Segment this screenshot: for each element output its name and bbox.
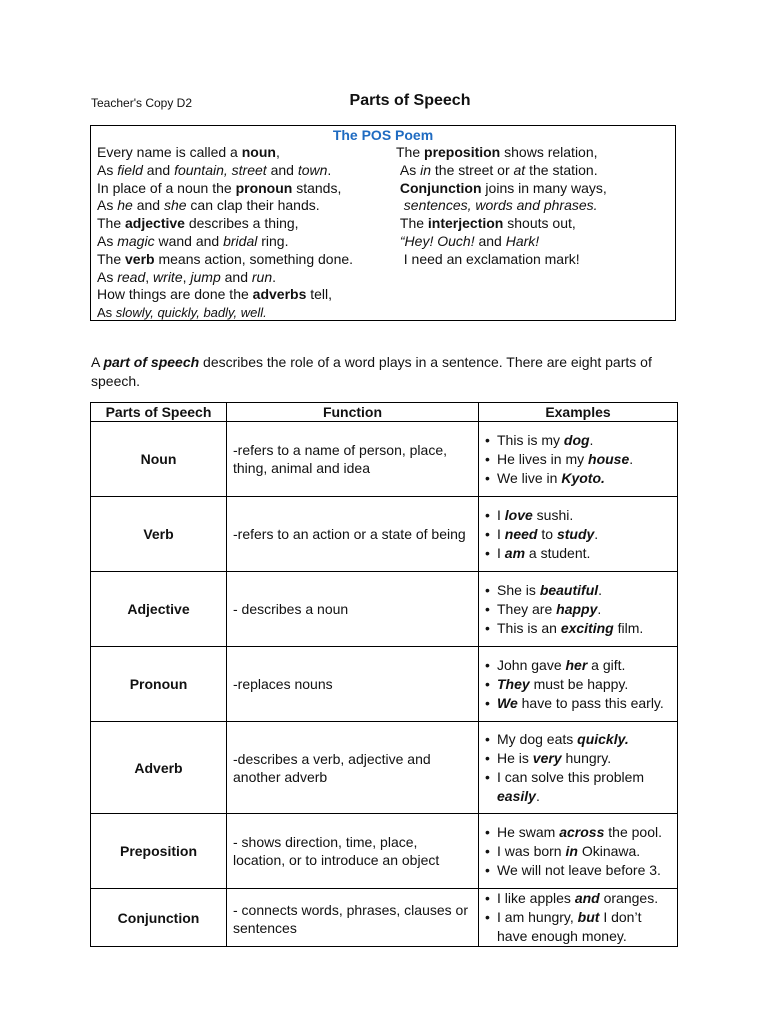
list-item: • We live in Kyoto. [485,469,671,488]
list-item: • I can solve this problem easily. [485,768,671,806]
examples-cell [479,497,678,572]
poem-title: The POS Poem [332,127,434,143]
examples-list [485,506,671,563]
list-item: • I am hungry, but I don’t have enough money. [485,908,671,946]
poem-line: The verb means action, something done. [97,250,354,267]
function-cell: -refers to an action or a state of being [227,497,479,572]
list-item: • I like apples and oranges. [485,889,671,908]
poem-line: As slowly, quickly, badly, well. [97,305,267,321]
table-row [91,814,678,889]
poem-right-column [396,144,607,269]
examples-cell [479,889,678,947]
list-item: • He is very hungry. [485,749,671,768]
function-cell: - connects words, phrases, clauses or sentences [227,889,479,947]
list-item: • He lives in my house. [485,450,671,469]
page-title: Parts of Speech [349,92,471,109]
part-name-cell: Adverb [91,722,227,814]
examples-cell [479,814,678,889]
examples-cell [479,422,678,497]
poem-left-column [97,144,353,322]
list-item: • She is beautiful. [485,581,671,600]
poem-line: The interjection shouts out, [396,215,576,232]
examples-list [485,656,671,713]
poem-line: As he and she can clap their hands. [97,197,320,214]
poem-line: sentences, words and phrases. [403,197,598,214]
examples-list [485,889,671,946]
poem-line: I need an exclamation mark! [396,250,580,267]
table-body [91,422,678,947]
examples-list [485,581,671,638]
list-item: • I love sushi. [485,506,671,525]
table-row [91,722,678,814]
function-cell: -replaces nouns [227,647,479,722]
poem-line: The adjective describes a thing, [97,215,299,232]
poem-line: “Hey! Ouch! and Hark! [396,232,540,249]
poem-line: As read, write, jump and run. [97,268,277,285]
part-name-cell: Pronoun [91,647,227,722]
poem-line: The preposition shows relation, [396,144,598,160]
list-item: • They are happy. [485,600,671,619]
function-cell: - shows direction, time, place, location, or to introduce an object [227,814,479,889]
part-name-cell: Verb [91,497,227,572]
poem-line: As magic wand and bridal ring. [97,232,289,249]
examples-list [485,431,671,488]
table-row [91,422,678,497]
table-row [91,572,678,647]
table-row [91,497,678,572]
examples-cell [479,722,678,814]
poem-box [90,125,676,321]
function-cell: - describes a noun [227,572,479,647]
poem-line: In place of a noun the pronoun stands, [97,179,342,196]
column-header: Function [227,403,479,422]
table-row [91,647,678,722]
list-item: • He swam across the pool. [485,823,671,842]
poem-line: How things are done the adverbs tell, [97,286,333,303]
part-name-cell: Adjective [91,572,227,647]
teacher-copy-label: Teacher's Copy D2 [91,96,193,110]
list-item: • My dog eats quickly. [485,730,671,749]
list-item: • I am a student. [485,544,671,563]
poem-line: Every name is called a noun, [97,144,280,160]
list-item: • They must be happy. [485,675,671,694]
list-item: • This is my dog. [485,431,671,450]
parts-of-speech-table [90,402,678,947]
part-name-cell: Noun [91,422,227,497]
poem-line: As field and fountain, street and town. [97,161,332,178]
column-header: Examples [479,403,678,422]
list-item: • We have to pass this early. [485,694,671,713]
list-item: • I need to study. [485,525,671,544]
function-cell: -refers to a name of person, place, thing, animal and idea [227,422,479,497]
examples-list [485,730,671,806]
part-name-cell: Conjunction [91,889,227,947]
table-header-row [91,403,678,422]
poem-line: As in the street or at the station. [396,161,598,178]
intro-paragraph: A part of speech describes the role of a word plays in a sentence. There are eight parts of speech. [91,354,656,389]
part-name-cell: Preposition [91,814,227,889]
examples-cell [479,572,678,647]
list-item: • I was born in Okinawa. [485,842,671,861]
table-row [91,889,678,947]
list-item: • This is an exciting film. [485,619,671,638]
list-item: • We will not leave before 3. [485,861,671,880]
list-item: • John gave her a gift. [485,656,671,675]
examples-cell [479,647,678,722]
examples-list [485,823,671,880]
function-cell: -describes a verb, adjective and another adverb [227,722,479,814]
poem-line: Conjunction joins in many ways, [399,179,607,196]
column-header: Parts of Speech [91,403,227,422]
